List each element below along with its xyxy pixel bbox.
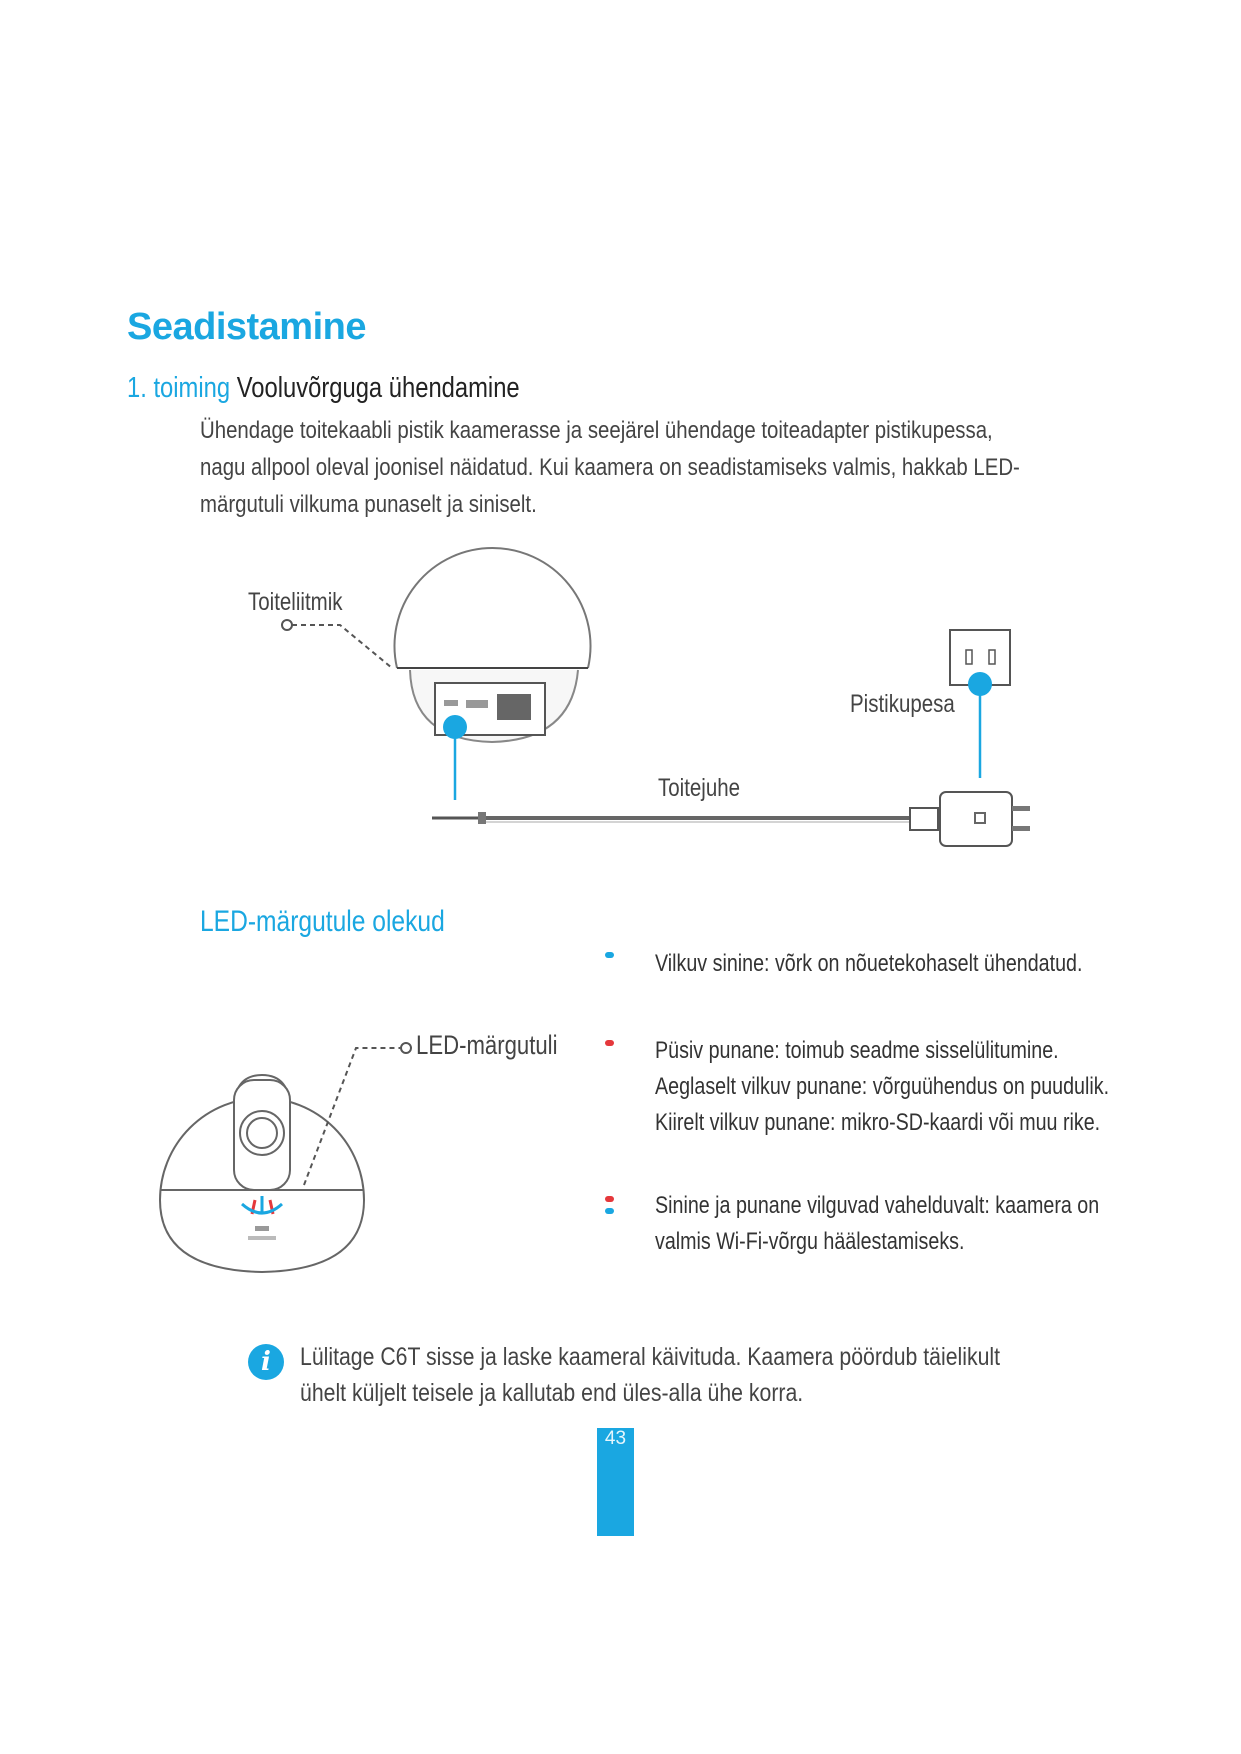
camera-front-illustration (160, 1075, 364, 1272)
led-indicator-label: LED-märgutuli (416, 1030, 558, 1060)
power-adapter-illustration (940, 792, 1030, 846)
step-number: 1. toiming (127, 372, 231, 404)
intro-paragraph: Ühendage toitekaabli pistik kaamerasse ja seejärel ühendage toiteadapter pistikupessa, nagu allpool oleval joonisel näidatud. Kui kaamera on seadistamiseks valmis, hakkab LED-märgutuli vilkuma punaselt ja siniselt. (200, 417, 1020, 518)
power-port-label: Toiteliitmik (248, 588, 343, 616)
note-text: Lülitage C6T sisse ja laske kaameral käivituda. Kaamera pöördub täielikult ühelt küljelt teisele ja kallutab end üles-alla ühe korra. (300, 1343, 1001, 1407)
page-title: Seadistamine (127, 306, 366, 348)
state-alternating: Sinine ja punane vilguvad vahelduvalt: kaamera on valmis Wi-Fi-võrgu häälestamiseks. (655, 1192, 1100, 1255)
power-cable (432, 808, 938, 830)
state-blue: Vilkuv sinine: võrk on nõuetekohaselt ühendatud. (655, 950, 1083, 977)
cable-label: Toitejuhe (658, 774, 741, 802)
led-section-title: LED-märgutule olekud (200, 905, 445, 938)
camera-illustration (395, 548, 591, 742)
step-title: Vooluvõrguga ühendamine (236, 372, 520, 404)
info-icon: i (248, 1344, 284, 1380)
page-number: 43 (604, 1428, 627, 1449)
state-dot-blue (605, 952, 614, 958)
state-dot-red-alt (605, 1196, 614, 1202)
state-red: Püsiv punane: toimub seadme sisselülitumine. Aeglaselt vilkuv punane: võrguühendus on puudulik. Kiirelt vilkuv punane: mikro-SD-kaardi või muu rike. (655, 1037, 1110, 1136)
state-dot-red (605, 1040, 614, 1046)
outlet-label: Pistikupesa (850, 690, 955, 718)
state-dot-blue-alt (605, 1208, 614, 1214)
